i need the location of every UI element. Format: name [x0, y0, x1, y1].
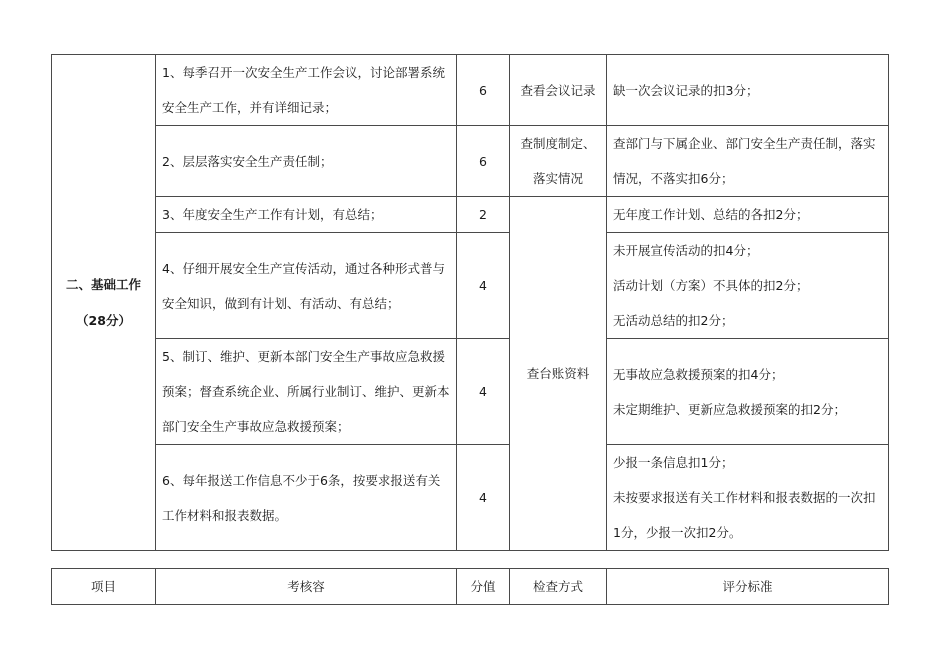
header-item: 项目	[52, 569, 156, 605]
criteria-line: 未开展宣传活动的扣4分；	[613, 243, 759, 258]
criteria-cell	[607, 233, 889, 339]
table-row	[52, 233, 889, 339]
header-method: 检查方式	[510, 569, 607, 605]
table-row	[52, 445, 889, 551]
header-content: 考核容	[156, 569, 457, 605]
criteria-line: 未按要求报送有关工作材料和报表数据的一次扣1分，少报一次扣2分。	[613, 490, 876, 540]
score-cell: 6	[457, 55, 510, 126]
table-row	[52, 197, 889, 233]
header-criteria: 评分标准	[607, 569, 889, 605]
criteria-line: 缺一次会议记录的扣3分；	[613, 82, 759, 98]
content-cell: 4、仔细开展安全生产宣传活动，通过各种形式普与安全知识，做到有计划、有活动、有总结；	[156, 233, 457, 339]
table-header	[51, 568, 889, 605]
criteria-line: 活动计划（方案）不具体的扣2分；	[613, 278, 809, 293]
criteria-line: 查部门与下属企业、部门安全生产责任制，落实情况，不落实扣6分；	[613, 136, 876, 186]
content-cell: 1、每季召开一次安全生产工作会议，讨论部署系统安全生产工作，并有详细记录；	[156, 55, 457, 126]
score-cell: 6	[457, 126, 510, 197]
method-cell: 查制度制定、落实情况	[510, 126, 607, 197]
score-cell: 2	[457, 197, 510, 233]
criteria-line: 无年度工作计划、总结的各扣2分；	[613, 207, 809, 222]
criteria-line: 无活动总结的扣2分；	[613, 313, 734, 328]
method-cell: 查看会议记录	[510, 55, 607, 126]
header-score: 分值	[457, 569, 510, 605]
criteria-cell	[607, 197, 889, 233]
assessment-table	[51, 54, 889, 551]
criteria-line: 无事故应急救援预案的扣4分；	[613, 366, 784, 382]
score-cell: 4	[457, 339, 510, 445]
table-row	[52, 339, 889, 445]
score-cell: 4	[457, 445, 510, 551]
section-points: （28分）	[76, 312, 131, 328]
criteria-cell	[607, 55, 889, 126]
section-title: 二、基础工作	[65, 276, 141, 292]
score-cell: 4	[457, 233, 510, 339]
table-row	[52, 55, 889, 126]
criteria-line: 少报一条信息扣1分；	[613, 455, 734, 470]
criteria-cell	[607, 445, 889, 551]
criteria-line: 未定期维护、更新应急救援预案的扣2分；	[613, 401, 846, 417]
table-row	[52, 126, 889, 197]
content-cell: 3、年度安全生产工作有计划，有总结；	[156, 197, 457, 233]
header-row	[52, 569, 889, 605]
section-cell	[52, 55, 156, 551]
criteria-cell	[607, 339, 889, 445]
content-cell: 6、每年报送工作信息不少于6条，按要求报送有关工作材料和报表数据。	[156, 445, 457, 551]
content-cell: 2、层层落实安全生产责任制；	[156, 126, 457, 197]
content-cell: 5、制订、维护、更新本部门安全生产事故应急救援预案；督查系统企业、所属行业制订、维护、更新本部门安全生产事故应急救援预案；	[156, 339, 457, 445]
criteria-cell	[607, 126, 889, 197]
method-cell: 查台账资料	[510, 197, 607, 551]
